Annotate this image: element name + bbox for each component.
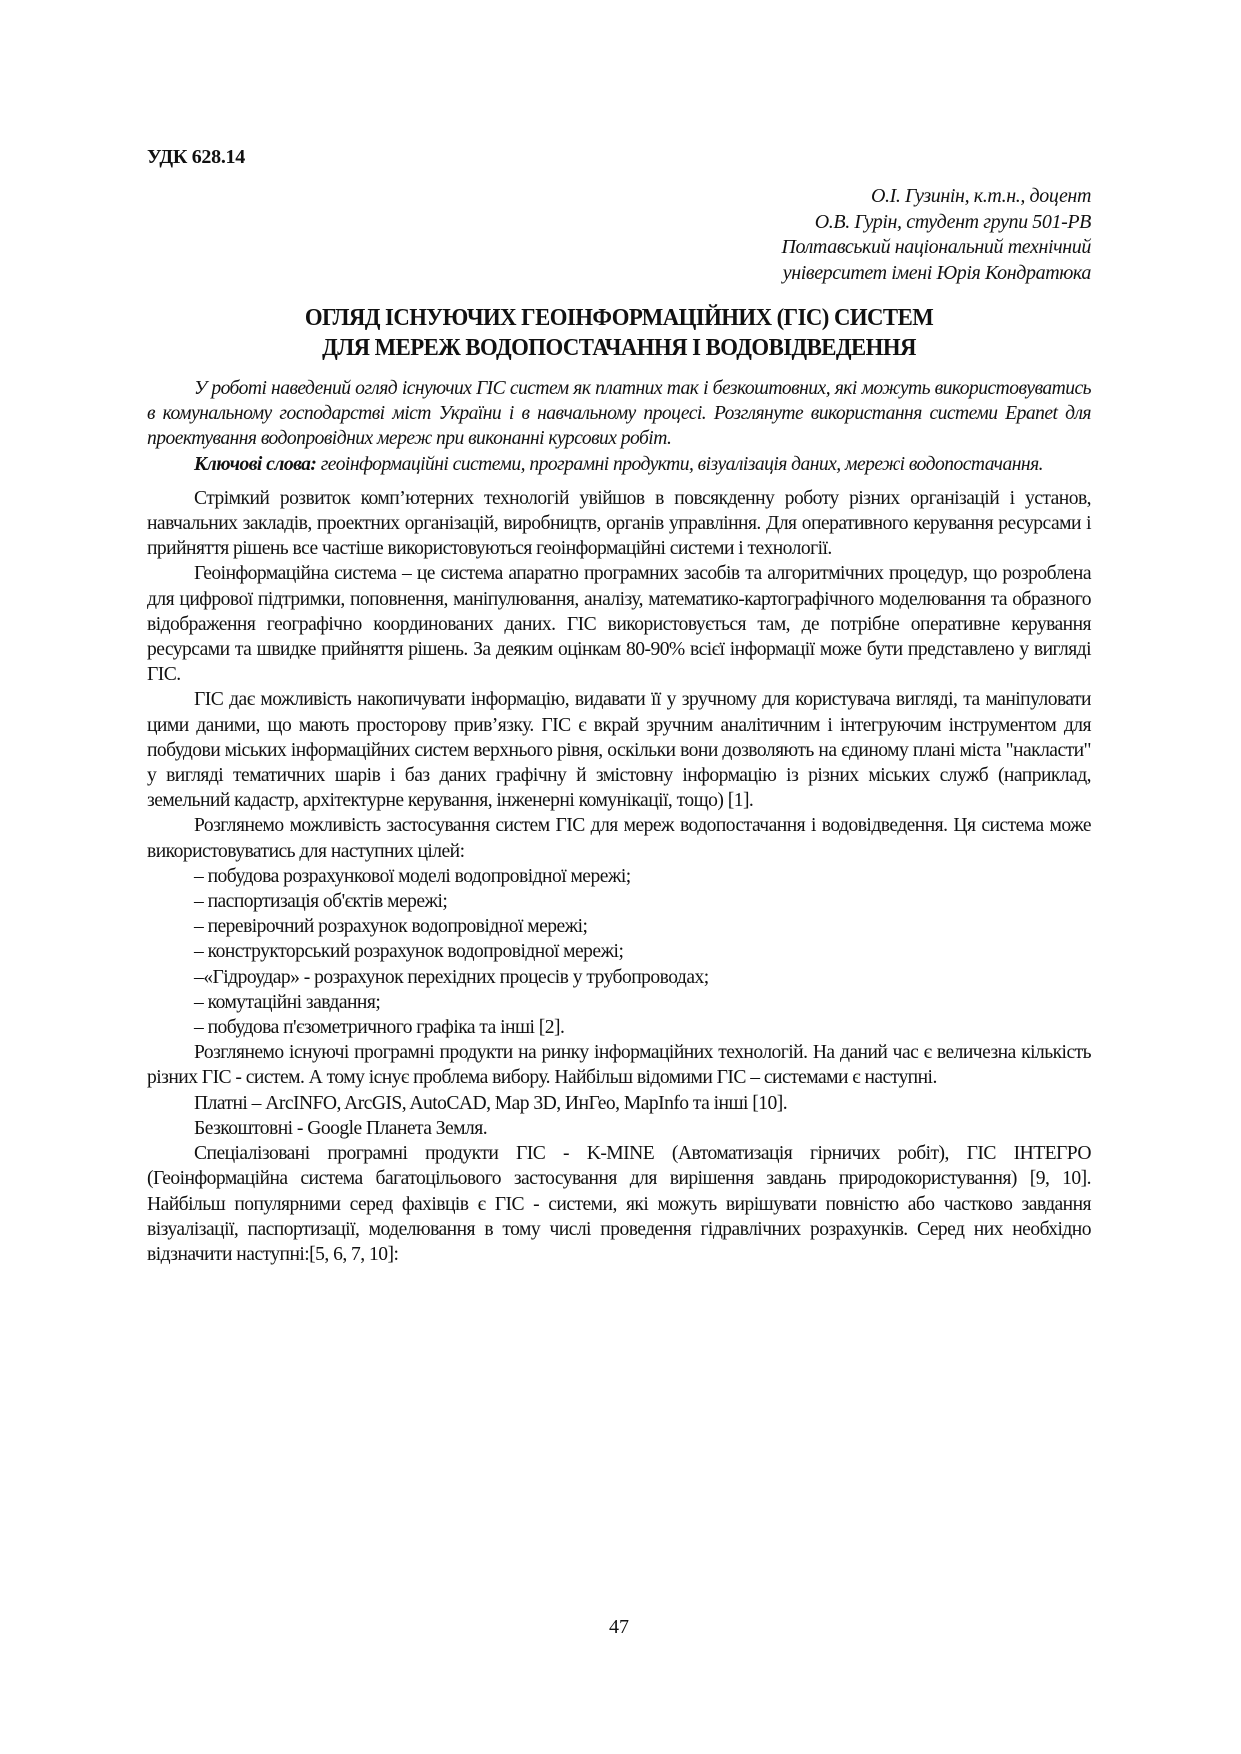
paragraph-4: Розглянемо можливість застосування систем ГІС для мереж водопостачання і водовідведення. Ця система може використовуватись для наступних цілей: — [147, 815, 1091, 862]
paragraph-2: Геоінформаційна система – це система апаратно програмних засобів та алгоритмічних процедур, що розроблена для цифрової підтримки, поповнення, маніпулювання, аналізу, математико-картографічного моделювання та образного відображення географічно координованих даних. ГІС використовується там, де потрібне оперативне керування ресурсами та швидке прийняття рішень. За деяким оцінкам 80-90% всієї інформації може бути представлено у вигляді ГІС. — [147, 563, 1091, 686]
list-item: – побудова п'єзометричного графіка та інші [2]. — [194, 1017, 565, 1039]
keywords-text: геоінформаційні системи, програмні продукти, візуалізація даних, мережі водопостачання. — [316, 453, 1043, 475]
list-item: – комутаційні завдання; — [194, 991, 381, 1013]
author-2: О.В. Гурін, студент групи 501-РВ — [814, 210, 1091, 233]
free-gis-list: Безкоштовні - Google Планета Земля. — [194, 1117, 488, 1139]
paid-gis-list: Платні – ArcINFO, ArcGIS, AutoCAD, Map 3D, ИнГео, MapInfo та інші [10]. — [194, 1092, 788, 1114]
keywords-label: Ключові слова: — [194, 453, 317, 475]
paper-title — [180, 303, 1058, 363]
list-item: – паспортизація об'єктів мережі; — [194, 891, 448, 913]
spacer — [147, 477, 1091, 486]
affiliation-line-1: Полтавський національний технічний — [781, 236, 1091, 258]
list-item: – перевірочний розрахунок водопровідної мережі; — [194, 916, 588, 938]
author-1: О.І. Гузинін, к.т.н., доцент — [870, 185, 1091, 207]
list-item: – побудова розрахункової моделі водопровідної мережі; — [194, 865, 631, 887]
title-line-1: ОГЛЯД ІСНУЮЧИХ ГЕОІНФОРМАЦІЙНИХ (ГІС) СИСТЕМ — [304, 304, 934, 331]
paper-body — [147, 376, 1091, 1267]
paragraph-3: ГІС дає можливість накопичувати інформацію, видавати її у зручному для користувача вигляді, та маніпуловати цими даними, що мають просторову прив’язку. ГІС є вкрай зручним аналітичним і інтегруючим інструментом для побудови міських інформаційних систем верхнього рівня, оскільки вони дозволяють на єдиному плані міста "накласти" у вигляді тематичних шарів і баз даних графічну й змістовну інформацію із різних міських служб (наприклад, земельний кадастр, архітектурне керування, інженерні комунікації, тощо) [1]. — [147, 689, 1091, 812]
title-line-2: ДЛЯ МЕРЕЖ ВОДОПОСТАЧАННЯ І ВОДОВІДВЕДЕННЯ — [322, 334, 916, 361]
list-item: –«Гідроудар» - розрахунок перехідних процесів у трубопроводах; — [194, 966, 709, 988]
udk-code: УДК 628.14 — [147, 146, 245, 168]
keywords — [147, 452, 1091, 477]
abstract: У роботі наведений огляд існуючих ГІС систем як платних так і безкоштовних, які можуть використовуватись в комунальному господарстві міст України і в навчальному процесі. Розглянуте використання системи Epanet для проектування водопровідних мереж при виконанні курсових робіт. — [147, 378, 1091, 450]
purpose-list — [147, 864, 1091, 1040]
affiliation-line-2: університет імені Юрія Кондратюка — [782, 261, 1091, 284]
paragraph-1: Стрімкий розвиток комп’ютерних технологій увійшов в повсякденну роботу різних організацій і установ, навчальних закладів, проектних організацій, виробництв, органів управління. Для оперативного керування ресурсами і прийняття рішень все частіше використовуються геоінформаційні системи і технології. — [147, 487, 1091, 560]
paragraph-6: Спеціалізовані програмні продукти ГІС - K-MINE (Автоматизація гірничих робіт), ГІС ІНТЕГРО (Геоінформаційна система багатоцільового застосування для вирішення завдань природокористування) [9, 10]. Найбільш популярними серед фахівців є ГІС - системи, які можуть вирішувати повністю або частково завдання візуалізації, паспортизації, моделювання в тому числі проведення гідравлічних розрахунків. Серед них необхідно відзначити наступні:[5, 6, 7, 10]: — [147, 1143, 1091, 1265]
list-item: – конструкторський розрахунок водопровідної мережі; — [194, 941, 624, 963]
page-number: 47 — [609, 1616, 629, 1638]
paragraph-5: Розглянемо існуючі програмні продукти на ринку інформаційних технологій. На даний час є величезна кількість різних ГІС - систем. А тому існує проблема вибору. Найбільш відомими ГІС – системами є наступні. — [147, 1042, 1091, 1089]
author-block — [781, 184, 1091, 286]
